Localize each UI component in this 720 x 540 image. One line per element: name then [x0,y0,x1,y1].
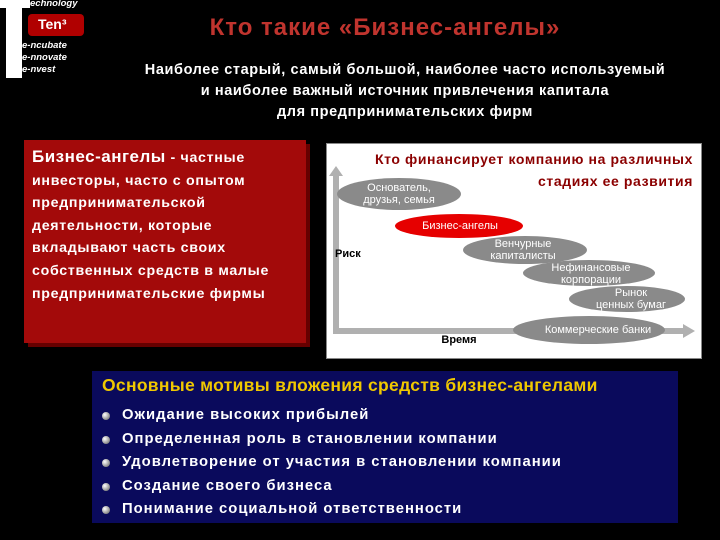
stage-label-securities [581,287,681,311]
bullet-icon [102,506,110,514]
stage-label-line: ценных бумаг [595,299,667,311]
logo-line-innovate: e-nnovate [22,52,67,63]
motive-item [102,451,562,475]
logo-line-technology: echnology [30,0,78,9]
logo-line-incubate: e-ncubate [22,40,67,51]
stage-label-line: корпорации [560,274,622,286]
financing-stages-diagram [326,143,702,359]
slide-subtitle [105,60,705,123]
bullet-icon [102,412,110,420]
logo-line-invest: e-nvest [22,64,56,75]
logo [0,0,84,80]
stage-label-line: Венчурные [494,238,552,250]
stage-label-venture [473,238,573,262]
diagram-title-line: стадиях ее развития [538,173,693,189]
definition-box [24,140,306,343]
definition-term: Бизнес-ангелы [32,147,166,166]
stage-label-line: капиталисты [490,250,556,262]
motive-item [102,475,562,499]
motives-list [102,404,562,522]
x-axis-arrow [683,324,695,338]
stage-label-line: Рынок [614,287,648,299]
y-axis-label: Риск [335,248,361,260]
stage-label-line: Основатель, [367,182,431,194]
motives-title: Основные мотивы вложения средств бизнес-ангелами [102,375,598,395]
motive-text: Создание своего бизнеса [122,477,333,494]
motive-text: Удовлетворение от участия в становлении компании [122,454,562,470]
motive-item [102,404,562,428]
motive-item [102,498,562,522]
subtitle-line: Наиболее старый, самый большой, наиболее часто используемый [144,62,666,78]
stage-label-business-angels: Бизнес-ангелы [422,220,498,232]
bullet-icon [102,459,110,467]
x-axis-label: Время [441,334,477,346]
definition-body: - частные инвесторы, часто с опытом предпринимательской деятельности, которые вкладывают часть своих собственных средств в малые предпринимательские фирмы [32,150,270,302]
motive-text: Ожидание высоких прибылей [122,407,370,423]
motive-text: Определенная роль в становлении компании [122,430,498,447]
motive-text: Понимание социальной ответственности [122,501,463,517]
subtitle-line: и наиболее важный источник привлечения капитала [200,83,610,99]
bullet-icon [102,436,110,444]
stage-label-line: Нефинансовые [551,262,631,274]
motive-item [102,428,562,452]
subtitle-line: для предпринимательских фирм [276,104,533,120]
stage-label-founders [349,182,449,206]
bullet-icon [102,483,110,491]
logo-badge: Ten³ [38,16,67,32]
motives-box [92,371,678,523]
stage-label-line: друзья, семья [363,194,435,206]
stage-label-banks: Коммерческие банки [544,324,652,336]
definition-text [32,146,300,305]
stage-label-corporations [541,262,641,286]
diagram-title-line: Кто финансирует компанию на различных [374,151,693,167]
slide-title: Кто такие «Бизнес-ангелы» [209,14,561,41]
